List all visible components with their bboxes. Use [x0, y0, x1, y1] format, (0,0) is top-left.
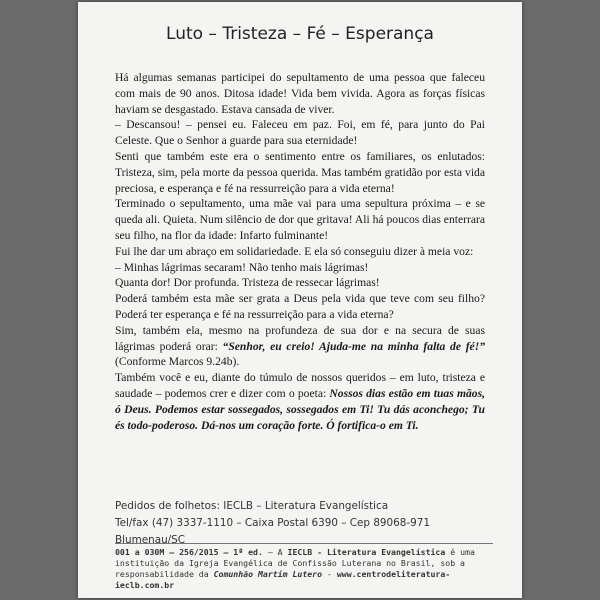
paragraph-3: Senti que também este era o sentimento entre os familiares, os enlutados: Tristeza, sim, pela morte da pessoa querida. Mas também gratidão por esta vida preciosa, e esperança e fé na ressurreição para a vida eterna!	[115, 149, 485, 195]
paragraph-5: Fui lhe dar um abraço em solidariedade. E ela só conseguiu dizer à meia voz:	[115, 244, 474, 258]
website-link: www.centrodeliteratura-ieclb.com.br	[115, 569, 451, 590]
bible-reference: (Conforme Marcos 9.24b).	[115, 355, 240, 369]
edition-code: 001 a 030M – 256/2015 – 1ª ed.	[115, 547, 263, 557]
paragraph-2: – Descansou! – pensei eu. Faleceu em paz. Foi, em fé, para junto do Pai Celeste. Que o Senhor a guarde para sua eternidade!	[115, 118, 485, 148]
order-info	[115, 498, 495, 549]
paragraph-7: Quanta dor! Dor profunda. Tristeza de ressecar lágrimas!	[115, 276, 380, 290]
publisher-name: IECLB - Literatura Evangelística	[287, 547, 446, 557]
paragraph-10-text: Também você e eu, diante do túmulo de nossos queridos – em luto, tristeza e saudade – podemos crer e dizer com o poeta:	[115, 371, 485, 400]
body-text	[115, 70, 485, 433]
page-title: Luto – Tristeza – Fé – Esperança	[166, 24, 434, 44]
colophon-text-3: -	[322, 569, 337, 579]
colophon-text-1: – A	[262, 547, 288, 557]
paragraph-9	[115, 323, 485, 370]
paragraph-1: Há algumas semanas participei do sepultamento de uma pessoa que faleceu com mais de 90 anos. Ditosa idade! Vida bem vivida. Agora as forças físicas haviam se desgastado. Estava cansada de viver.	[115, 71, 485, 116]
paragraph-4: Terminado o sepultamento, uma mãe vai para uma sepultura próxima – e se queda ali. Quieta. Num silêncio de dor que gritava! Ali há poucos dias enterrara seu filho, na flor da idade: Infarto fulminante!	[115, 197, 485, 242]
prayer-quote: “Senhor, eu creio! Ajuda-me na minha falta de fé!”	[222, 339, 486, 353]
pamphlet-page	[78, 2, 522, 598]
communion-name: Comunhão Martim Lutero	[213, 569, 323, 579]
colophon	[115, 543, 493, 591]
paragraph-8: Poderá também esta mãe ser grata a Deus pela vida que teve com seu filho? Poderá ter esperança e fé na ressurreição para a vida eterna?	[115, 292, 485, 321]
order-line-2: Tel/fax (47) 3337-1110 – Caixa Postal 6390 – Cep 89068-971 Blumenau/SC	[115, 517, 430, 546]
colophon-text-2: é uma instituição da Igreja Evangélica de Confissão Luterana no Brasil, sob a responsabilidade da	[115, 547, 475, 579]
paragraph-10	[115, 370, 485, 433]
poem-quote: Nossos dias estão em tuas mãos, ó Deus. Podemos estar sossegados, sossegados em Ti! Tu dás aconchego; Tu és todo-poderoso. Dá-nos um coração forte. Ó fortifica-o em Ti.	[115, 386, 485, 432]
paragraph-9-text: Sim, também ela, mesmo na profundeza de sua dor e na secura de suas lágrimas poderá orar:	[115, 323, 485, 353]
order-line-1: Pedidos de folhetos: IECLB – Literatura Evangelística	[115, 500, 389, 512]
paragraph-6: – Minhas lágrimas secaram! Não tenho mais lágrimas!	[115, 260, 369, 274]
